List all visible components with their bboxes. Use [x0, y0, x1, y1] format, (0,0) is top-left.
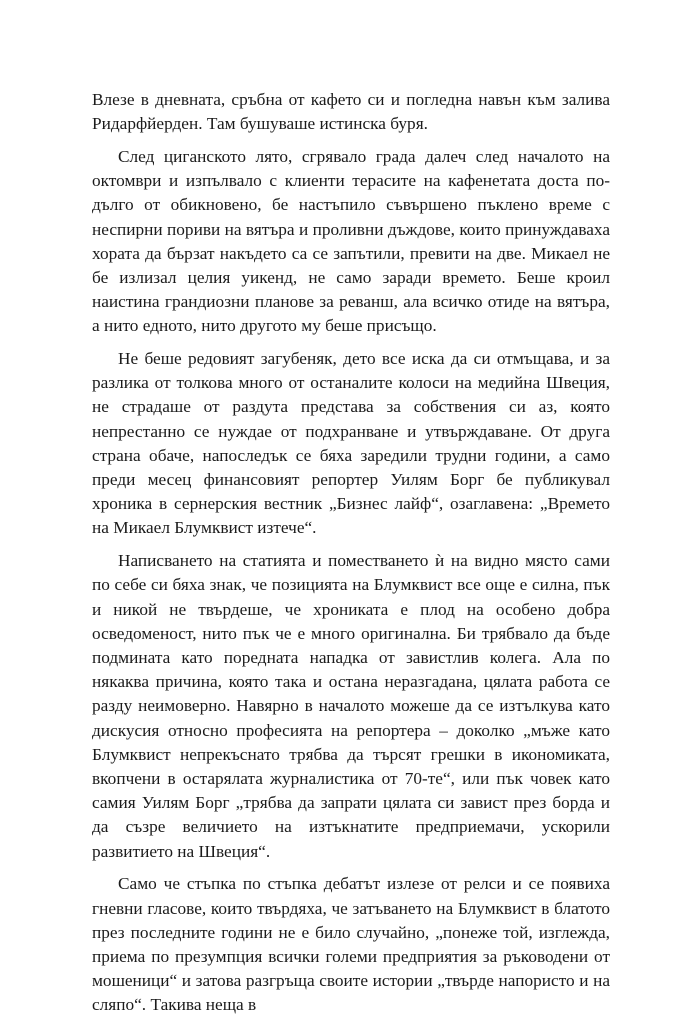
- document-page: [92, 88, 610, 1026]
- paragraph-5: Само че стъпка по стъпка дебатът излезе от релси и се появиха гневни гласове, които твърдяха, че затъването на Блумквист в блатото през последните години не е било случайно, „понеже той, изглежда, приема по презумпция всички големи предприятия за ръководени от мошеници“ и затова разгръща своите истории „твърде напористо и на сляпо“. Такива неща в: [92, 874, 610, 1015]
- paragraph-3: Не беше редовият загубеняк, дето все иска да си отмъщава, и за разлика от толкова много от останалите колоси на медийна Швеция, не страдаше от раздута представа за собствения си аз, която непрестанно се нуждае от подхранване и утвърждаване. От друга страна обаче, напоследък се бяха заредили трудни години, а само преди месец финансовият репортер Уилям Борг бе публикувал хроника в сернерския вестник „Бизнес лайф“, озаглавена: „Времето на Микаел Блумквист изтече“.: [92, 349, 610, 538]
- paragraph-1: Влезе в дневната, сръбна от кафето си и погледна навън към залива Ридарфйерден. Там бушуваше истинска буря.: [92, 90, 610, 134]
- paragraph-4: Написването на статията и поместването ѝ на видно място сами по себе си бяха знак, че позицията на Блумквист все още е силна, пък и никой не твърдеше, че хрониката е плод на особено добра осведоменост, нито пък че е много оригинална. Би трябвало да бъде подмината като поредната нападка от завистлив колега. Ала по някаква причина, която така и остана неразгадана, цялата работа се разду неимоверно. Навярно в началото можеше да се изтълкува като дискусия относно професията на репортера – доколко „мъже като Блумквист непрекъснато трябва да търсят грешки в икономиката, вкопчени в остарялата журналистика от 70-те“, или пък човек като самия Уилям Борг „трябва да запрати цялата си завист през борда и да съзре величието на изтъкнатите предприемачи, ускорили развитието на Швеция“.: [92, 551, 610, 861]
- paragraph-2: След циганското лято, сгрявало града далеч след началото на октомври и изпълвало с клиенти терасите на кафенетата доста по-дълго от обикновено, бе настъпило съвършено пъклено време с неспирни пориви на вятъра и проливни дъждове, които принуждаваха хората да бързат накъдето са се запътили, превити на две. Микаел не бе излизал целия уикенд, не само заради времето. Беше кроил наистина грандиозни планове за реванш, ала всичко отиде на вятъра, а нито едното, нито другото му беше присъщо.: [92, 146, 610, 336]
